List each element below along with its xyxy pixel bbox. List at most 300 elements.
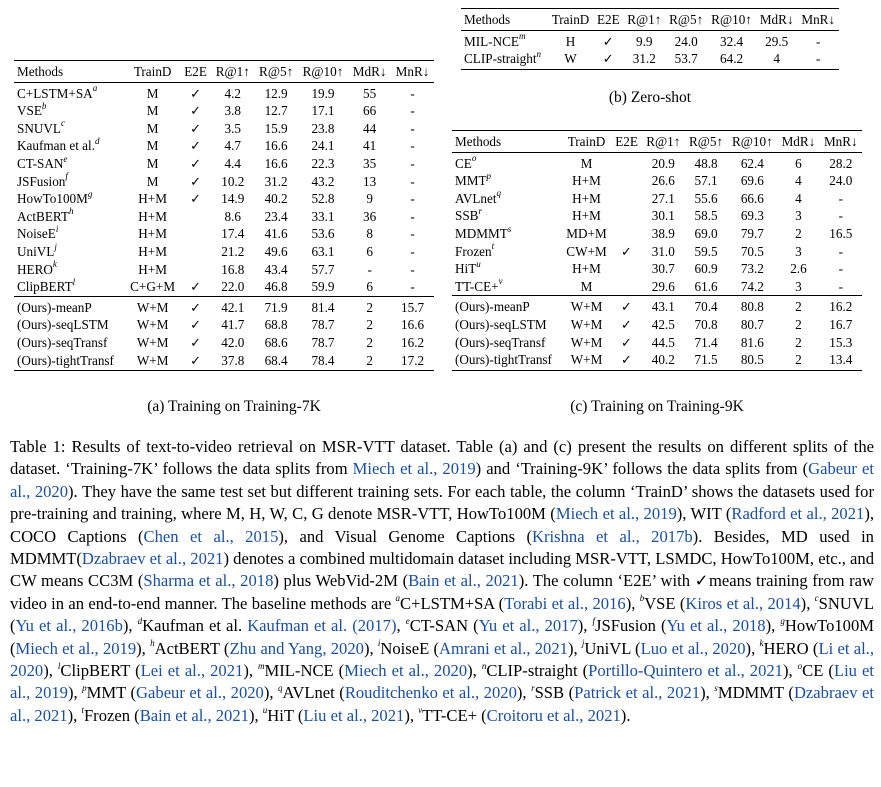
method-superscript: n	[536, 48, 542, 59]
citation-link[interactable]: Gabeur et al., 2020	[136, 683, 264, 703]
method-name: SNUVL	[17, 120, 61, 136]
table-row	[14, 352, 434, 371]
method-superscript: v	[498, 276, 503, 287]
value-cell-e	[611, 152, 642, 172]
header-row	[452, 131, 862, 153]
value-cell-e	[611, 190, 642, 208]
value-cell-md: 41	[363, 138, 377, 154]
value-cell-mn: -	[410, 208, 415, 224]
value-cell-r10: 59.9	[311, 279, 335, 295]
method-cell	[14, 102, 125, 120]
citation-link[interactable]: Torabi et al., 2016	[504, 593, 626, 613]
value-cell-r1: 42.0	[221, 334, 245, 350]
value-cell-r1: 3.5	[224, 120, 242, 136]
column-header: MdR↓	[777, 131, 819, 153]
table-row	[452, 190, 862, 208]
value-cell-r10: 66.6	[740, 190, 764, 206]
method-name: MDMMT	[455, 225, 508, 241]
method-cell	[452, 172, 562, 190]
citation-link[interactable]: Chen et al., 2015	[143, 526, 279, 546]
value-cell-mn: 15.3	[829, 334, 853, 350]
value-cell-t: W	[548, 50, 594, 69]
value-cell-e: ✓	[190, 191, 202, 207]
main-caption	[10, 436, 874, 727]
value-cell-r10: 79.7	[740, 225, 764, 241]
caption-text: ActBERT (	[154, 638, 230, 658]
caption-text: ),	[567, 638, 582, 658]
value-cell-r10: 81.4	[298, 296, 348, 316]
caption-text: ).	[620, 705, 631, 725]
method-cell	[452, 351, 562, 370]
caption-text: ),	[782, 661, 798, 681]
method-name: HowTo100M	[17, 191, 88, 207]
table-row	[14, 316, 434, 334]
method-name: Kaufman et al.	[17, 138, 95, 154]
value-cell-r5: 71.4	[694, 334, 718, 350]
method-superscript: s	[507, 223, 512, 234]
column-header: R@10↑	[707, 9, 756, 31]
table-row	[14, 155, 434, 173]
caption-text: ). Besides, MD used in MDMMT(	[10, 526, 874, 569]
value-cell-md: 2	[366, 334, 373, 350]
table-row	[14, 334, 434, 352]
caption-superscript: t	[81, 705, 84, 716]
caption-text: ,	[396, 616, 406, 636]
value-cell-t: CW+M	[566, 243, 607, 259]
method-cell	[14, 173, 125, 191]
value-cell-md: 4	[795, 173, 802, 189]
table-row	[14, 82, 434, 102]
method-cell	[14, 352, 125, 371]
caption-superscript: q	[278, 682, 283, 693]
method-name: (Ours)-tightTransf	[455, 352, 552, 368]
value-cell-r10: 78.4	[298, 352, 348, 371]
value-cell-r5: 71.5	[685, 351, 728, 370]
caption-text: ). The column ‘E2E’ with ✓means training from raw video in an end-to-end manner. The baseline methods are	[10, 571, 875, 613]
caption-superscript: v	[418, 705, 423, 716]
value-cell-e: ✓	[611, 351, 642, 370]
citation-link[interactable]: Amrani et al., 2021	[439, 638, 568, 658]
caption-text: NoiseE (	[380, 638, 440, 658]
value-cell-md: 3	[795, 278, 802, 294]
table-row	[461, 30, 839, 50]
value-cell-t: M	[146, 120, 159, 136]
method-name: (Ours)-meanP	[17, 299, 92, 315]
value-cell-md: 8	[366, 226, 373, 242]
caption-text: ) and ‘Training-9K’ follows the data splits from (	[475, 459, 809, 479]
method-cell	[14, 278, 125, 296]
value-cell-r10: 19.9	[311, 85, 335, 101]
table-row	[452, 260, 862, 278]
caption-superscript: i	[377, 638, 381, 649]
value-cell-r10: 78.7	[311, 334, 335, 350]
method-superscript: t	[491, 241, 495, 252]
value-cell-md: 4	[756, 50, 797, 69]
column-header: Methods	[14, 61, 125, 83]
method-superscript: p	[486, 170, 492, 181]
value-cell-r1: 31.0	[651, 243, 675, 259]
value-cell-t: W+M	[125, 352, 180, 371]
column-header: TrainD	[125, 61, 180, 83]
citation-link[interactable]: Miech et al., 2019	[15, 638, 137, 658]
method-name: (Ours)-seqTransf	[455, 334, 546, 350]
table-a-caption: (a) Training on Training-7K	[147, 398, 321, 415]
value-cell-t: M	[146, 173, 159, 189]
value-cell-r10: 69.6	[740, 173, 764, 189]
method-name: (Ours)-tightTransf	[17, 352, 114, 368]
table-row	[14, 225, 434, 243]
value-cell-r5: 57.1	[694, 173, 718, 189]
value-cell-md: 9	[366, 191, 373, 207]
table-row	[14, 190, 434, 208]
method-name: MIL-NCE	[464, 33, 519, 49]
value-cell-r5: 68.6	[264, 334, 288, 350]
value-cell-r1: 43.1	[642, 296, 685, 316]
citation-link[interactable]: Dzabraev et al., 2021	[10, 683, 874, 725]
value-cell-r5: 24.0	[674, 33, 698, 49]
value-cell-r10: 17.1	[311, 103, 335, 119]
method-cell	[452, 296, 562, 316]
caption-superscript: k	[759, 638, 764, 649]
citation-link[interactable]: Patrick et al., 2021	[574, 683, 701, 703]
value-cell-md: 35	[363, 155, 377, 171]
caption-text: ),	[516, 683, 532, 703]
value-cell-r5: 43.4	[264, 261, 288, 277]
value-cell-r5: 31.2	[264, 173, 288, 189]
value-cell-r10: 23.8	[311, 120, 335, 136]
method-name: JSFusion	[17, 173, 66, 189]
value-cell-r5: 59.5	[694, 243, 718, 259]
method-cell	[452, 225, 562, 243]
value-cell-r10: 80.5	[727, 351, 777, 370]
caption-superscript: l	[57, 660, 61, 671]
caption-text: ),	[43, 661, 58, 681]
value-cell-t: W+M	[136, 317, 169, 333]
table-row	[14, 208, 434, 226]
column-header: TrainD	[548, 9, 594, 31]
caption-superscript: d	[137, 615, 143, 626]
value-cell-md: 6	[366, 243, 373, 259]
method-cell	[14, 334, 125, 352]
value-cell-md: 4	[795, 190, 802, 206]
value-cell-t: W+M	[136, 334, 169, 350]
value-cell-r10: 69.3	[740, 208, 764, 224]
value-cell-md: -	[367, 261, 372, 277]
value-cell-r5: 46.8	[264, 279, 288, 295]
column-header: MnR↓	[391, 61, 434, 83]
value-cell-e: ✓	[190, 138, 202, 154]
value-cell-md: 2	[348, 296, 391, 316]
method-cell	[14, 120, 125, 138]
value-cell-mn: -	[838, 243, 843, 259]
value-cell-r1: 3.8	[224, 103, 242, 119]
caption-superscript: c	[814, 593, 819, 604]
value-cell-t: M	[580, 155, 593, 171]
value-cell-mn: 13.4	[820, 351, 862, 370]
value-cell-e: ✓	[602, 33, 614, 49]
column-header: R@10↑	[727, 131, 777, 153]
citation-link[interactable]: Zhu and Yang, 2020	[229, 638, 364, 658]
caption-text: JSFusion (	[595, 616, 667, 636]
table-c-caption: (c) Training on Training-9K	[570, 398, 744, 415]
table-row	[452, 172, 862, 190]
method-superscript: g	[87, 188, 93, 199]
value-cell-r1: 30.7	[651, 261, 675, 277]
value-cell-r1: 27.1	[651, 190, 675, 206]
table-row	[452, 225, 862, 243]
value-cell-e: ✓	[621, 243, 633, 259]
value-cell-md: 2	[777, 296, 819, 316]
value-cell-r10: 33.1	[311, 208, 335, 224]
citation-link[interactable]: Yu et al., 2018	[666, 616, 766, 636]
value-cell-mn: 17.2	[391, 352, 434, 371]
caption-text: MDMMT (	[717, 683, 794, 703]
value-cell-t: H	[565, 33, 576, 49]
value-cell-e	[180, 225, 211, 243]
value-cell-mn: -	[410, 155, 415, 171]
value-cell-t: C+G+M	[130, 279, 176, 295]
method-cell	[452, 260, 562, 278]
caption-text: ) denotes a combined multidomain dataset including MSR-VTT, LSMDC, HowTo100M, etc., and CW means CC3M (	[10, 549, 875, 591]
citation-link[interactable]: Gabeur et al., 2020	[10, 459, 874, 501]
method-name: NoiseE	[17, 226, 56, 242]
method-cell	[14, 243, 125, 261]
caption-text: ),	[248, 705, 263, 725]
method-superscript: d	[95, 135, 100, 146]
caption-text: CT-SAN (	[409, 616, 479, 636]
method-superscript: c	[60, 118, 65, 129]
value-cell-mn: -	[816, 33, 821, 49]
value-cell-mn: -	[410, 120, 415, 136]
value-cell-e	[180, 261, 211, 279]
caption-text: ), and Visual Genome Captions (	[278, 526, 533, 546]
method-cell	[452, 316, 562, 334]
value-cell-md: 2	[366, 317, 373, 333]
caption-superscript: u	[262, 705, 268, 716]
value-cell-r5: 16.6	[264, 138, 288, 154]
method-cell	[452, 190, 562, 208]
value-cell-r5: 69.0	[694, 225, 718, 241]
value-cell-r5: 41.6	[264, 226, 288, 242]
table-row	[452, 243, 862, 261]
method-name: (Ours)-seqLSTM	[17, 317, 109, 333]
table-row	[452, 278, 862, 296]
caption-text: ),	[67, 705, 82, 725]
caption-text: VSE (	[644, 593, 686, 613]
value-cell-md: 13	[363, 173, 377, 189]
value-cell-t: H+M	[572, 190, 601, 206]
citation-link[interactable]: Miech et al., 2019	[555, 504, 677, 524]
value-cell-mn: -	[410, 279, 415, 295]
method-name: HiT	[455, 261, 477, 277]
method-name: TT-CE+	[455, 278, 499, 294]
method-superscript: m	[518, 31, 526, 42]
value-cell-mn: -	[838, 278, 843, 294]
method-name: (Ours)-meanP	[455, 299, 530, 315]
method-cell	[14, 82, 125, 102]
table-row	[452, 152, 862, 172]
value-cell-r1: 4.2	[224, 85, 242, 101]
caption-text: ClipBERT (	[60, 661, 141, 681]
caption-text: CE (	[802, 661, 834, 681]
citation-link[interactable]: Radford et al., 2021	[731, 504, 865, 524]
method-superscript: e	[63, 153, 68, 164]
table-row	[452, 207, 862, 225]
value-cell-md: 2.6	[790, 261, 807, 277]
value-cell-t: M	[146, 85, 159, 101]
value-cell-e	[611, 260, 642, 278]
caption-superscript: b	[639, 593, 645, 604]
citation-link[interactable]: Krishna et al., 2017b	[532, 526, 693, 546]
method-superscript: r	[478, 205, 482, 216]
value-cell-r1: 21.2	[221, 243, 245, 259]
citation-link[interactable]: Bain et al., 2021	[139, 705, 249, 725]
citation-link[interactable]: Luo et al., 2020	[640, 638, 746, 658]
method-cell	[14, 225, 125, 243]
header-row	[461, 9, 839, 31]
value-cell-mn: 15.7	[391, 296, 434, 316]
value-cell-r1: 16.8	[221, 261, 245, 277]
value-cell-r10: 80.7	[740, 316, 764, 332]
value-cell-mn: -	[838, 190, 843, 206]
caption-text: ),	[263, 683, 279, 703]
citation-link[interactable]: Sharma et al., 2018	[143, 571, 274, 591]
value-cell-r1: 38.9	[651, 225, 675, 241]
value-cell-r10: 22.3	[311, 155, 335, 171]
value-cell-md: 2	[795, 316, 802, 332]
value-cell-r10: 52.8	[311, 191, 335, 207]
value-cell-t: W+M	[570, 316, 603, 332]
table-row	[14, 120, 434, 138]
caption-text: SSB (	[534, 683, 575, 703]
value-cell-mn: 16.2	[401, 334, 425, 350]
value-cell-md: 29.5	[765, 33, 789, 49]
citation-link[interactable]: Lei et al., 2021	[140, 661, 244, 681]
citation-link[interactable]: Kaufman et al. (2017)	[247, 616, 397, 636]
caption-text: HowTo100M (	[10, 616, 875, 658]
citation-link[interactable]: Croitoru et al., 2021	[486, 705, 621, 725]
value-cell-r10: 81.6	[740, 334, 764, 350]
value-cell-r10: 74.2	[740, 278, 764, 294]
column-header: E2E	[180, 61, 211, 83]
method-cell	[452, 334, 562, 352]
value-cell-mn: 16.2	[820, 296, 862, 316]
value-cell-r1: 4.7	[224, 138, 242, 154]
value-cell-t: M	[146, 103, 159, 119]
value-cell-mn: -	[410, 243, 415, 259]
citation-link[interactable]: Bain et al., 2021	[408, 571, 519, 591]
table-row	[14, 102, 434, 120]
citation-link[interactable]: Li et al., 2020	[10, 638, 874, 681]
citation-link[interactable]: Liu et al., 2019	[10, 661, 874, 703]
value-cell-r1: 42.1	[211, 296, 254, 316]
value-cell-e: ✓	[190, 85, 202, 101]
value-cell-e: ✓	[190, 120, 202, 136]
caption-text: ),	[243, 661, 259, 681]
value-cell-md: 36	[363, 208, 377, 224]
value-cell-mn: 24.0	[829, 173, 853, 189]
caption-text: ),	[625, 593, 640, 613]
value-cell-e: ✓	[180, 296, 211, 316]
value-cell-mn: -	[838, 208, 843, 224]
table-row	[452, 296, 862, 316]
column-header: R@10↑	[298, 61, 348, 83]
caption-superscript: e	[405, 615, 410, 626]
value-cell-md: 3	[795, 208, 802, 224]
value-cell-r10: 53.6	[311, 226, 335, 242]
method-cell	[452, 243, 562, 261]
value-cell-mn: -	[410, 85, 415, 101]
value-cell-e: ✓	[611, 296, 642, 316]
citation-link[interactable]: Miech et al., 2020	[344, 661, 468, 681]
value-cell-e: ✓	[621, 316, 633, 332]
citation-link[interactable]: Liu et al., 2021	[303, 705, 405, 725]
method-cell	[461, 30, 548, 50]
method-superscript: j	[54, 241, 57, 252]
value-cell-mn: -	[410, 226, 415, 242]
value-cell-mn: -	[410, 138, 415, 154]
citation-link[interactable]: Yu et al., 2017	[478, 616, 578, 636]
method-name: CLIP-straight	[464, 51, 537, 67]
table-b	[461, 8, 839, 70]
table-row	[14, 243, 434, 261]
value-cell-mn: -	[838, 261, 843, 277]
value-cell-e: ✓	[190, 173, 202, 189]
caption-text: Kaufman et al.	[142, 616, 248, 636]
method-superscript: u	[476, 258, 481, 269]
caption-text: ),	[577, 616, 593, 636]
table-row	[14, 261, 434, 279]
column-header: R@5↑	[685, 131, 728, 153]
value-cell-md: 2	[348, 352, 391, 371]
value-cell-t: H+M	[572, 208, 601, 224]
citation-link[interactable]: Kiros et al., 2014	[685, 593, 801, 613]
value-cell-r5: 68.8	[264, 317, 288, 333]
value-cell-r5: 23.4	[264, 208, 288, 224]
caption-superscript: f	[592, 615, 596, 626]
caption-text: C+LSTM+SA (	[400, 593, 505, 613]
citation-link[interactable]: Rouditchenko et al., 2020	[344, 683, 517, 703]
citation-link[interactable]: Portillo-Quintero et al., 2021	[588, 661, 783, 681]
citation-link[interactable]: Miech et al., 2019	[352, 459, 476, 479]
caption-text: ),	[467, 661, 482, 681]
value-cell-r1: 9.9	[636, 33, 653, 49]
value-cell-mn: -	[797, 50, 839, 69]
value-cell-mn: -	[410, 173, 415, 189]
method-superscript: o	[471, 153, 477, 164]
value-cell-r1: 26.6	[651, 173, 675, 189]
caption-text: MMT (	[86, 683, 137, 703]
method-name: MMT	[455, 173, 487, 189]
column-header: Methods	[461, 9, 548, 31]
value-cell-md: 3	[795, 243, 802, 259]
method-cell	[461, 50, 548, 69]
caption-text: ), COCO Captions (	[10, 504, 874, 546]
caption-superscript: o	[797, 660, 803, 671]
value-cell-t: H+M	[138, 261, 167, 277]
column-header: MdR↓	[348, 61, 391, 83]
citation-link[interactable]: Yu et al., 2016b	[15, 616, 123, 636]
caption-text: ),	[700, 683, 715, 703]
value-cell-r10: 73.2	[740, 261, 764, 277]
value-cell-md: 2	[777, 351, 819, 370]
method-superscript: k	[52, 259, 57, 270]
value-cell-r5: 48.8	[694, 155, 718, 171]
method-cell	[452, 278, 562, 296]
citation-link[interactable]: Dzabraev et al., 2021	[81, 549, 224, 569]
method-cell	[14, 137, 125, 155]
column-header: E2E	[611, 131, 642, 153]
